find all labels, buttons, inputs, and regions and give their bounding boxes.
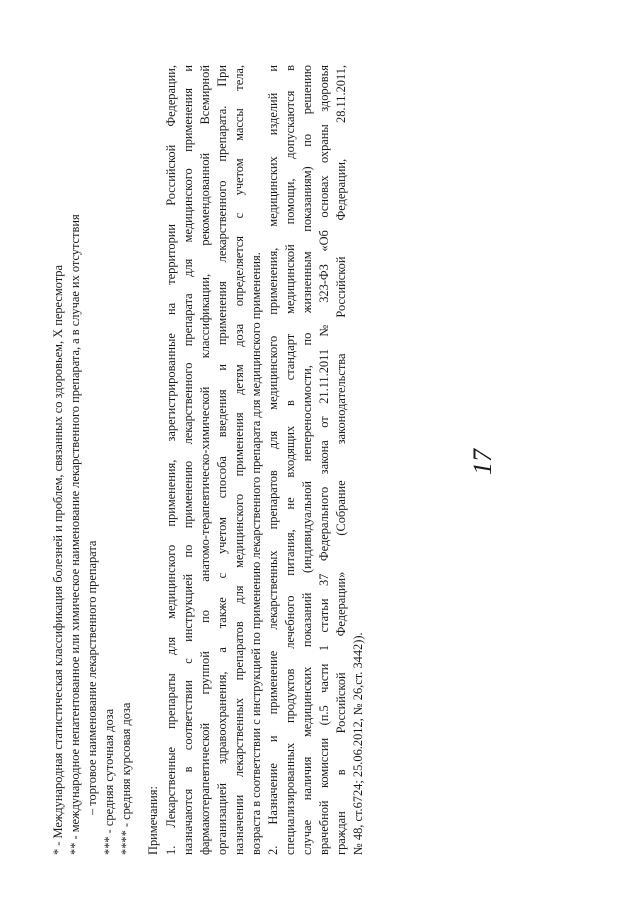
footnote-daily-dose: *** - средняя суточная доза xyxy=(102,708,116,855)
note1-line: фармакотерапевтической группой по анатомо-терапевтическо-химической классификации, рекомендованной Всемирной xyxy=(198,65,212,855)
note1-line: назначаются в соответствии с инструкцией по применению лекарственного препарата для медицинского применения и xyxy=(181,65,195,855)
note2-line: специализированных продуктов лечебного питания, не входящих в стандарт медицинской помощи, допускаются в xyxy=(283,65,297,855)
footnote-icd: * - Международная статистическая классификация болезней и проблем, связанных со здоровьем, X пересмотра xyxy=(51,265,65,855)
note1-line: возраста в соответствии с инструкцией по применению лекарственного препарата для медицинского применения. xyxy=(249,252,263,855)
page-number: 17 xyxy=(468,449,497,475)
note2-line: № 48, ст.6724; 25.06.2012, № 26,ст. 3442)). xyxy=(351,632,365,855)
note2-line: случае наличия медицинских показаний (индивидуальной непереносимости, по жизненным показаниям) по решению xyxy=(300,65,314,855)
notes-title: Примечания: xyxy=(146,786,160,855)
note2-line: граждан в Российской Федерации» (Собрание законодательства Российской Федерации, 28.11.2011, xyxy=(334,65,348,855)
note1-line: 1. Лекарственные препараты для медицинского применения, зарегистрированные на территории Российской Федерации, xyxy=(164,65,178,855)
rotated-document-page xyxy=(50,65,550,855)
note2-line: врачебной комиссии (п.5 части 1 статьи 37 Федерального закона от 21.11.2011 № 323-ФЗ «Об основах охраны здоровья xyxy=(317,65,331,855)
note2-line: 2. Назначение и применение лекарственных препаратов для медицинского применения, медицинских изделий и xyxy=(266,65,280,855)
footnote-inn: ** - международное непатентованное или химическое наименование лекарственного препарата, а в случае их отсутствия xyxy=(68,214,82,855)
note1-line: организацией здравоохранения, а также с учетом способа введения и применения лекарственного препарата. При xyxy=(215,65,229,855)
note1-line: назначении лекарственных препаратов для медицинского применения детям доза определяется с учетом массы тела, xyxy=(232,65,246,855)
footnote-course-dose: **** - средняя курсовая доза xyxy=(119,702,133,855)
footnote-trade-name: – торговое наименование лекарственного препарата xyxy=(85,540,99,815)
